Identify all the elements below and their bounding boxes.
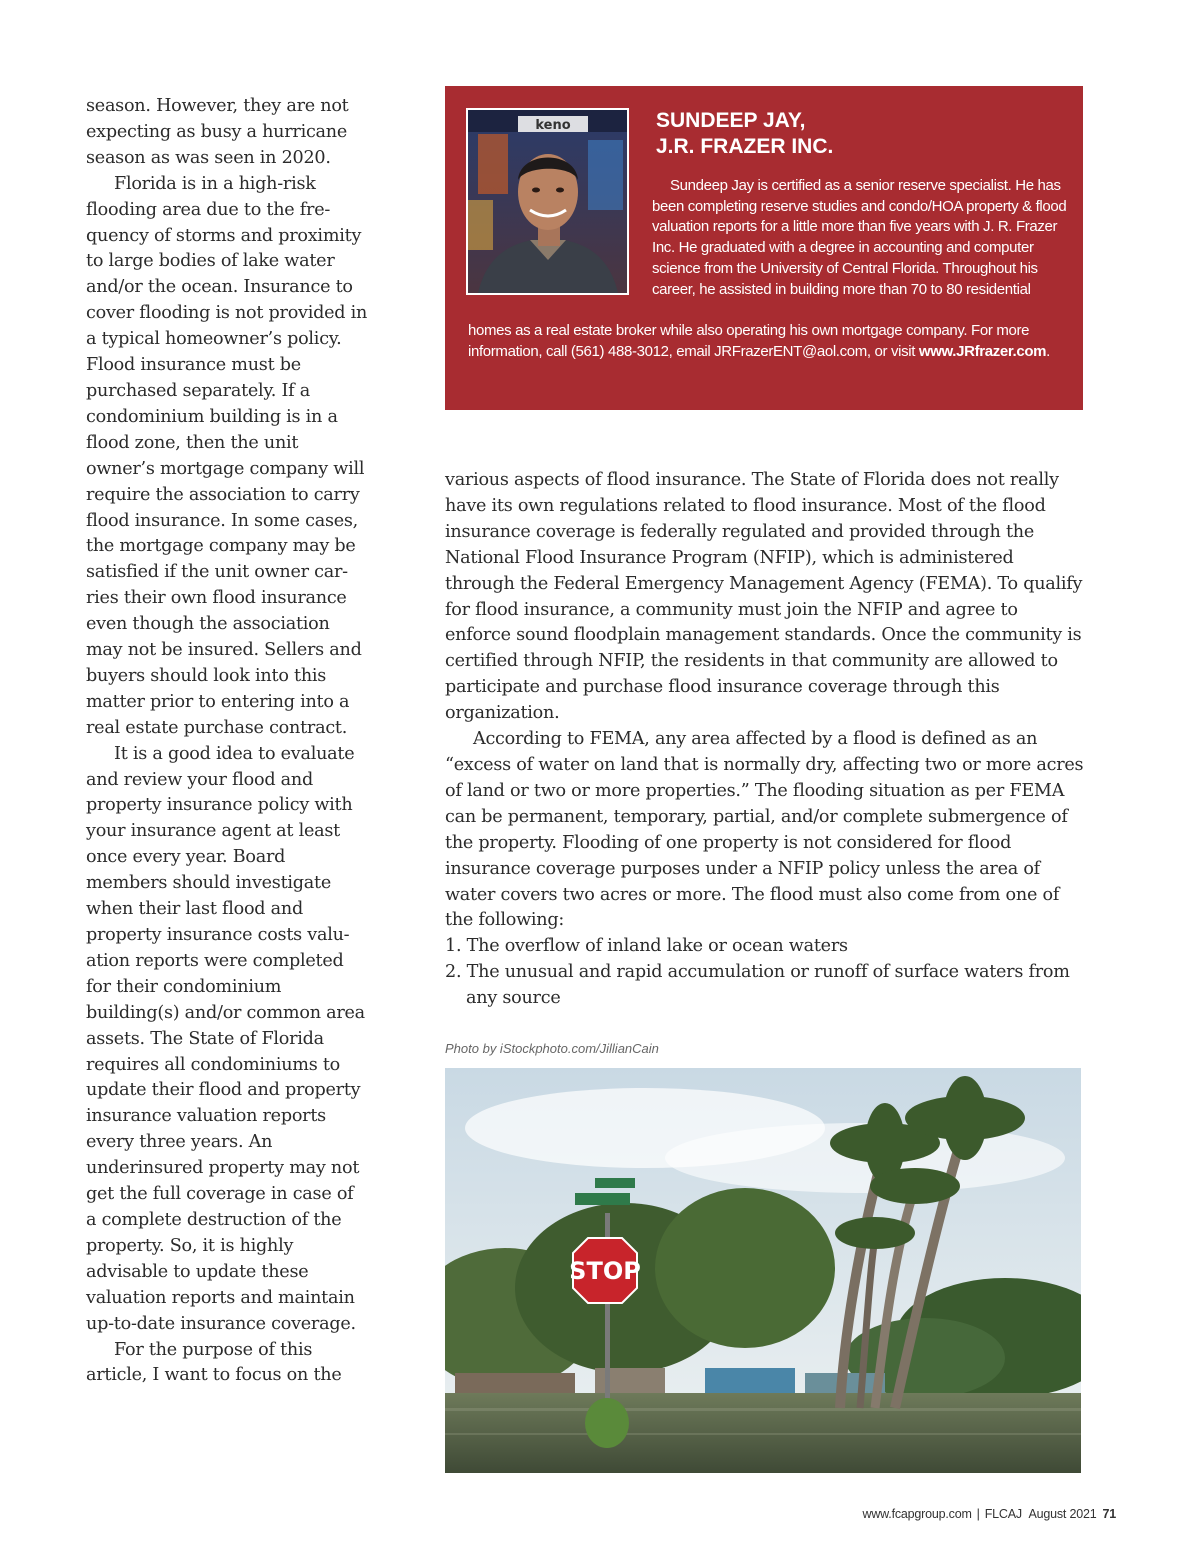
author-name-heading	[656, 108, 1056, 160]
main-column	[445, 468, 1085, 1012]
author-bio-contact: homes as a real estate broker while also operating his own mortgage company. For more information, call (561) 488-3012, email JRFrazerENT@aol.com, or visit	[468, 322, 1030, 360]
author-company: J.R. FRAZER INC.	[656, 135, 834, 158]
author-name: SUNDEEP JAY,	[656, 109, 806, 132]
list-item: 1. The overflow of inland lake or ocean waters	[445, 936, 848, 957]
author-bio-text-bottom	[468, 321, 1078, 362]
left-paragraph-3: It is a good idea to evaluate and review your flood and property insurance policy with your insurance agent at least once every year. Board members should investigate when their last flood and property insurance costs valuation reports were completed for their condominium building(s) and/or common area assets. The State of Florida requires all condominiums to update their flood and property insurance valuation reports every three years. An underinsured property may not get the full coverage in case of a complete destruction of the property. So, it is highly advisable to update these valuation reports and maintain up-to-date insurance coverage.	[86, 743, 365, 1334]
footer-separator: |	[976, 1507, 980, 1521]
left-paragraph-4: For the purpose of this article, I want to focus on the	[86, 1339, 342, 1386]
page-footer	[863, 1507, 1116, 1521]
author-bio-box	[445, 86, 1083, 410]
main-paragraph-2: According to FEMA, any area affected by a flood is defined as an “excess of water on land that is normally dry, affecting two or more acres of land or two or more properties.” The flooding situation as per FEMA can be permanent, temporary, partial, and/or complete submergence of the property. Flooding of one property is not considered for flood insurance coverage purposes under a NFIP policy unless the area of water covers two acres or more. The flood must also come from one of the following:	[445, 729, 1084, 931]
author-website-link[interactable]: www.JRfrazer.com	[918, 342, 1047, 360]
author-bio-period: .	[1046, 342, 1050, 360]
page-number: 71	[1102, 1507, 1116, 1521]
left-paragraph-1: season. However, they are not expecting as busy a hurricane season as was seen in 2020.	[86, 96, 349, 168]
stop-sign-text: STOP	[569, 1257, 641, 1285]
casino-sign-text: keno	[535, 118, 571, 133]
author-headshot	[466, 108, 629, 295]
left-column	[86, 94, 368, 1389]
list-item: 2. The unusual and rapid accumulation or runoff of surface waters from any source	[445, 962, 1070, 1009]
photo-credit: Photo by iStockphoto.com/JillianCain	[445, 1041, 659, 1056]
flood-photo	[445, 1068, 1081, 1473]
flood-source-list	[445, 934, 1085, 1012]
footer-publication: FLCAJ	[984, 1507, 1022, 1521]
left-paragraph-2: Florida is in a high-risk flooding area due to the frequency of storms and proximity to large bodies of lake water and/or the ocean. Insurance to cover flooding is not provided in a typical homeowner’s policy. Flood insurance must be purchased separately. If a condominium building is in a flood zone, then the unit owner’s mortgage company will require the association to carry flood insurance. In some cases, the mortgage company may be satisfied if the unit owner carries their own flood insurance even though the association may not be insured. Sellers and buyers should look into this matter prior to entering into a real estate purchase contract.	[86, 173, 368, 738]
main-paragraph-1: various aspects of flood insurance. The State of Florida does not really have its own regulations related to flood insurance. Most of the flood insurance coverage is federally regulated and provided through the National Flood Insurance Program (NFIP), which is administered through the Federal Emergency Management Agency (FEMA). To qualify for flood insurance, a community must join the NFIP and agree to enforce sound floodplain management standards. Once the community is certified through NFIP, the residents in that community are allowed to participate and purchase flood insurance coverage through this organization.	[445, 470, 1083, 724]
author-bio-text-top: Sundeep Jay is certified as a senior reserve specialist. He has been completing reserve studies and condo/HOA property & flood valuation reports for a little more than five years with J. R. Frazer Inc. He graduated with a degree in accounting and computer science from the University of Central Florida. Throughout his career, he assisted in building more than 70 to 80 residential	[652, 177, 1067, 298]
footer-website: www.fcapgroup.com	[862, 1507, 972, 1521]
footer-issue: August 2021	[1028, 1507, 1097, 1521]
